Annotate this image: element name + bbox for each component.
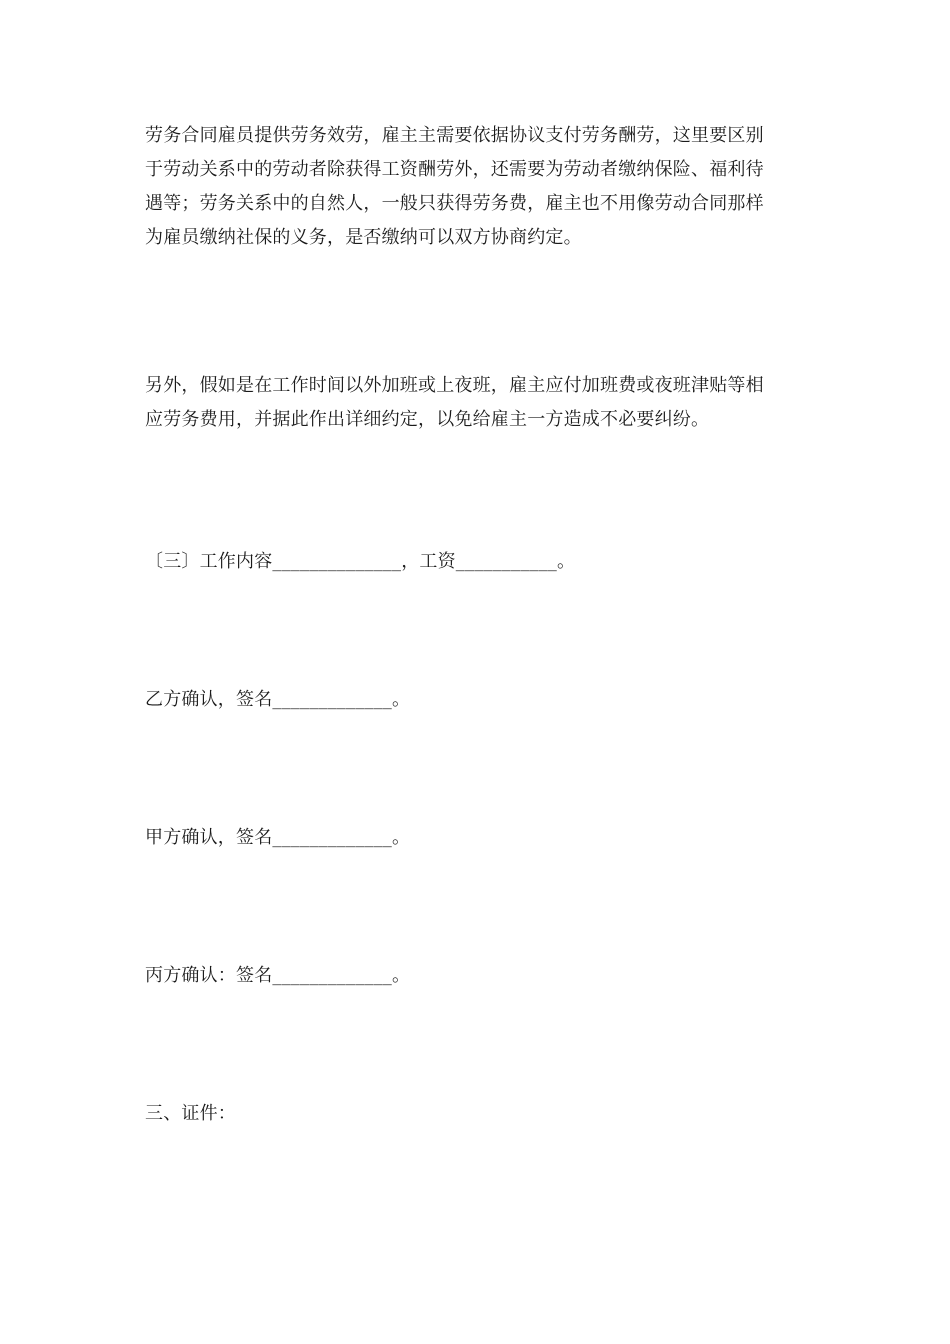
section-heading-documents <box>145 1097 805 1131</box>
paragraph-labor-remuneration <box>145 119 805 255</box>
paragraph-line: 为雇员缴纳社保的义务，是否缴纳可以双方协商约定。 <box>145 227 582 248</box>
work-content-wage-line <box>145 545 805 579</box>
paragraph-line: 应劳务费用，并据此作出详细约定，以免给雇主一方造成不必要纠纷。 <box>145 409 710 430</box>
paragraph-line: 另外，假如是在工作时间以外加班或上夜班，雇主应付加班费或夜班津贴等相 <box>145 375 764 396</box>
party-a-signature-line <box>145 821 805 855</box>
party-c-confirm-text: 丙方确认：签名_____________。 <box>145 965 411 986</box>
party-a-confirm-text: 甲方确认，签名_____________。 <box>145 827 411 848</box>
paragraph-line: 于劳动关系中的劳动者除获得工资酬劳外，还需要为劳动者缴纳保险、福利待 <box>145 159 764 180</box>
paragraph-line: 遇等；劳务关系中的自然人，一般只获得劳务费，雇主也不用像劳动合同那样 <box>145 193 764 214</box>
party-b-confirm-text: 乙方确认，签名_____________。 <box>145 689 411 710</box>
work-content-text: 〔三〕工作内容______________，工资___________。 <box>145 551 576 572</box>
party-b-signature-line <box>145 683 805 717</box>
section-heading-text: 三、证件： <box>145 1103 236 1124</box>
party-c-signature-line <box>145 959 805 993</box>
paragraph-line: 劳务合同雇员提供劳务效劳，雇主主需要依据协议支付劳务酬劳，这里要区别 <box>145 125 764 146</box>
paragraph-overtime <box>145 369 805 437</box>
